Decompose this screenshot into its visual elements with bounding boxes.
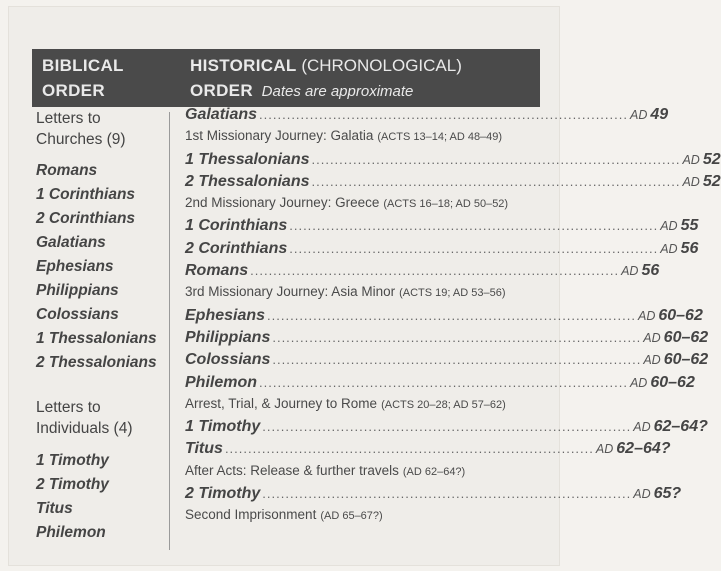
dot-leader: ................................................................................ — [259, 374, 628, 390]
reference-range: 16–18; AD 50–52) — [419, 198, 509, 211]
column-divider — [169, 112, 170, 550]
epistle-name: 2 Thessalonians — [185, 172, 310, 190]
epistle-name: Romans — [185, 262, 249, 280]
individuals-label-line-1: Letters to — [36, 399, 101, 416]
churches-label-line-2: Churches (9) — [36, 131, 126, 148]
reference-range: 20–28; AD 57–62) — [417, 398, 506, 411]
epistle-name: 1 Thessalonians — [185, 150, 310, 168]
dot-leader: ................................................................................ — [311, 173, 681, 189]
epistle-row — [185, 217, 699, 239]
dot-leader: ................................................................................ — [267, 307, 636, 323]
era-label: AD — [595, 442, 614, 457]
dot-leader: ................................................................................ — [262, 419, 632, 435]
epistle-name: Galatians — [185, 106, 258, 123]
event-reference — [381, 399, 506, 411]
biblical-order-line-1: BIBLICAL — [42, 56, 124, 75]
epistle-name: Ephesians — [185, 306, 266, 324]
event-row — [185, 463, 537, 485]
epistle-date: 49 — [650, 106, 669, 123]
epistle-name: Colossians — [185, 351, 271, 369]
epistle-row — [185, 150, 721, 173]
epistle-date: 65? — [653, 485, 682, 503]
biblical-order-column — [36, 108, 168, 545]
individual-letter-item: Titus — [36, 500, 73, 517]
event-row — [185, 396, 537, 418]
historical-order-heading — [190, 53, 540, 104]
church-letter-item: Philippians — [36, 282, 119, 299]
dot-leader: ................................................................................ — [272, 329, 642, 345]
churches-list — [36, 159, 168, 375]
era-label: AD — [637, 308, 656, 323]
reference-range: (AD 62–64?) — [402, 465, 466, 478]
era-label: AD — [629, 375, 648, 390]
individual-letter-item: 1 Timothy — [36, 452, 109, 469]
epistle-date: 60–62 — [650, 373, 695, 391]
epistle-name: 1 Corinthians — [185, 217, 288, 235]
chronological-paren: (CHRONOLOGICAL) — [301, 56, 462, 75]
epistle-date: 56 — [641, 262, 660, 280]
reference-range: (AD 65–67?) — [320, 510, 383, 523]
dot-leader: ................................................................................ — [259, 107, 628, 122]
era-label: AD — [629, 108, 648, 122]
dot-leader: ................................................................................ — [250, 263, 620, 279]
order-heading-bold: ORDER — [190, 81, 253, 100]
epistle-date: 60–62 — [663, 351, 709, 369]
event-row — [185, 128, 537, 150]
epistle-name: 2 Corinthians — [185, 239, 288, 257]
epistle-row — [185, 373, 695, 396]
individuals-list — [36, 449, 168, 545]
epistle-date: 60–62 — [658, 306, 703, 324]
epistle-name: 2 Timothy — [185, 485, 261, 503]
dates-approximate-note: Dates are approximate — [261, 83, 414, 100]
individuals-label-line-2: Individuals (4) — [36, 420, 133, 437]
epistle-date: 62–64? — [616, 440, 671, 458]
era-label: AD — [633, 420, 651, 435]
table-header — [32, 49, 540, 107]
individual-letter-item: Philemon — [36, 524, 106, 541]
church-letter-item: Ephesians — [36, 258, 114, 275]
reference-range: 13–14; AD 48–49) — [413, 131, 503, 144]
epistle-name: 1 Timothy — [185, 418, 261, 436]
dot-leader: ................................................................................ — [224, 441, 594, 457]
era-label: AD — [633, 487, 651, 502]
epistle-name: Philemon — [185, 373, 258, 391]
dot-leader: ................................................................................ — [272, 352, 642, 368]
epistle-row — [185, 106, 669, 128]
church-letter-item: Colossians — [36, 306, 119, 323]
event-row — [185, 284, 537, 306]
epistle-name: Titus — [185, 440, 223, 458]
individuals-group-label — [36, 397, 168, 439]
epistle-date: 60–62 — [663, 328, 709, 346]
event-text: Arrest, Trial, & Journey to Rome — [185, 395, 378, 411]
acts-label: (ACTS — [383, 198, 417, 211]
biblical-order-line-2: ORDER — [42, 81, 105, 100]
church-letter-item: 1 Corinthians — [36, 186, 136, 203]
epistle-date: 62–64? — [653, 418, 708, 436]
church-letter-item: 2 Thessalonians — [36, 354, 157, 371]
event-row — [185, 195, 537, 217]
event-reference — [377, 131, 502, 143]
dot-leader: ................................................................................ — [289, 218, 659, 234]
dot-leader: ................................................................................ — [311, 151, 681, 167]
epistle-row — [185, 485, 682, 507]
era-label: AD — [643, 330, 661, 345]
event-reference — [403, 466, 465, 478]
epistle-row — [185, 239, 699, 262]
church-letter-item: Romans — [36, 162, 98, 179]
event-text: After Acts: Release & further travels — [185, 462, 399, 478]
event-text: 3rd Missionary Journey: Asia Minor — [185, 284, 396, 300]
epistle-date: 55 — [680, 217, 699, 235]
reference-range: 19; AD 53–56) — [435, 287, 506, 300]
event-reference — [383, 198, 508, 210]
acts-label: (ACTS — [377, 131, 411, 144]
biblical-order-heading — [42, 53, 172, 103]
era-label: AD — [621, 264, 639, 279]
churches-group-label — [36, 108, 168, 150]
church-letter-item: 1 Thessalonians — [36, 330, 157, 347]
churches-label-line-1: Letters to — [36, 110, 101, 127]
epistle-row — [185, 440, 671, 462]
church-letter-item: Galatians — [36, 234, 106, 251]
epistle-date: 56 — [680, 239, 699, 257]
epistle-row — [185, 351, 709, 373]
acts-label: (ACTS — [381, 398, 415, 411]
event-text: Second Imprisonment — [185, 507, 317, 523]
acts-label: (ACTS — [399, 287, 433, 300]
church-letter-item: 2 Corinthians — [36, 210, 136, 227]
dot-leader: ................................................................................ — [262, 486, 632, 502]
event-reference — [320, 510, 382, 522]
epistle-row — [185, 328, 709, 351]
epistle-date: 52 — [702, 150, 721, 168]
epistle-row — [185, 418, 708, 440]
epistle-row — [185, 306, 703, 329]
era-label: AD — [660, 219, 678, 234]
individual-letter-item: 2 Timothy — [36, 476, 109, 493]
dot-leader: ................................................................................ — [289, 240, 659, 256]
event-row — [185, 507, 537, 529]
epistle-date: 52 — [702, 172, 721, 190]
event-reference — [399, 287, 505, 299]
era-label: AD — [682, 174, 700, 189]
epistle-name: Philippians — [185, 328, 271, 346]
historical-heading-bold: HISTORICAL — [190, 56, 297, 75]
historical-order-column — [185, 106, 721, 530]
event-text: 2nd Missionary Journey: Greece — [185, 195, 380, 211]
event-text: 1st Missionary Journey: Galatia — [185, 128, 374, 144]
epistle-row — [185, 172, 721, 195]
epistle-row — [185, 262, 660, 284]
era-label: AD — [660, 241, 678, 256]
era-label: AD — [643, 353, 661, 368]
era-label: AD — [682, 152, 700, 167]
